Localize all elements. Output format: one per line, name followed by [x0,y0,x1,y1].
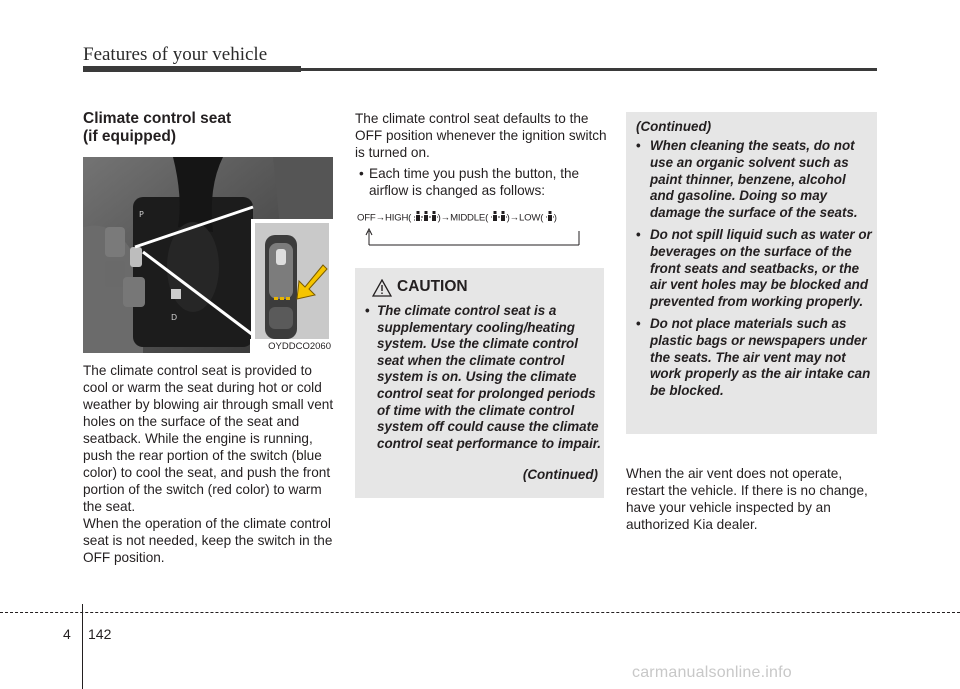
section-heading [83,110,333,146]
section-number: 4 [63,626,71,642]
caution-title: CAUTION [397,278,468,295]
bullet-dot: • [636,315,641,331]
page-number: 142 [88,626,112,642]
heading-line-1: Climate control seat [83,110,232,127]
list-item [634,227,872,311]
airflow-sequence-diagram [357,208,607,248]
seq-arrow: → [440,212,451,224]
seq-high: HIGH( [385,212,412,224]
footer-dash-line [0,612,960,613]
list-item-text: Do not place materials such as plastic bags or newspapers under the seats. The air vent may not work properly as the air intake can be blocked. [650,315,871,399]
header-bar-accent [83,66,301,72]
seat-switch-photo [83,157,333,353]
warning-triangle-icon [372,279,392,297]
continued-heading: (Continued) [636,119,712,134]
list-item [634,316,872,400]
bullet-dot: • [636,138,641,153]
caution-text-body: The climate control seat is a supplementary cooling/heating system. Use the climate control seat when the climate control system is on. Using the climate control seat for prolonged periods of time with the climate control system off could cause the climate control seat performance to impair. [377,303,601,451]
seq-arrow: → [375,212,385,224]
svg-text:D: D [171,313,178,322]
caution-continued: (Continued) [522,467,598,482]
header-rule [301,68,877,71]
footer-divider [82,604,83,689]
list-item-text: When cleaning the seats, do not use an organic solvent such as paint thinner, benzene, alcohol and gasoline. Doing so may damage the surface of the seats. [650,138,858,221]
off-position-paragraph: When the operation of the climate control seat is not needed, keep the switch in the OFF position. [83,516,333,565]
list-item-text: Do not spill liquid such as water or beverages on the surface of the front seats and seatbacks, or the air vent holes may be blocked and prevented from working properly. [650,226,872,310]
caution-text [367,303,601,452]
default-off-paragraph: The climate control seat defaults to the OFF position whenever the ignition switch is turned on. [355,111,607,160]
watermark: carmanualsonline.info [632,664,792,681]
continued-caution-box [626,112,877,434]
return-arrow [357,222,607,248]
header-title: Features of your vehicle [83,44,268,65]
seq-close: ) [553,212,557,224]
seq-low: LOW( [518,212,544,224]
bullet-dot: • [365,303,370,318]
list-item [634,138,872,222]
heading-line-2: (if equipped) [83,128,176,145]
seq-close: ) [506,212,510,224]
airflow-bullet-text: Each time you push the button, the airflow is changed as follows: [369,166,580,198]
continued-list [634,138,872,405]
image-code: OYDDCO2060 [268,341,331,352]
intro-paragraph: The climate control seat is provided to cool or warm the seat during hot or cold weather by blowing air through small vent holes on the surface of the seat and seatback. While the engine is running, push the rear portion of the switch (blue color) to cool the seat, and push the front portion of the switch (red color) to warm the seat. [83,363,334,514]
seq-off: OFF [357,212,376,224]
airflow-bullet [355,165,607,199]
svg-text:P: P [139,210,144,219]
seq-arrow: → [509,212,519,224]
caution-box [355,268,604,498]
bullet-dot: • [359,166,364,181]
seq-close: ) [437,212,441,224]
seq-middle: MIDDLE( [450,212,489,224]
air-vent-paragraph: When the air vent does not operate, restart the vehicle. If there is no change, have your vehicle inspected by an authorized Kia dealer. [626,466,868,532]
bullet-dot: • [636,226,641,242]
